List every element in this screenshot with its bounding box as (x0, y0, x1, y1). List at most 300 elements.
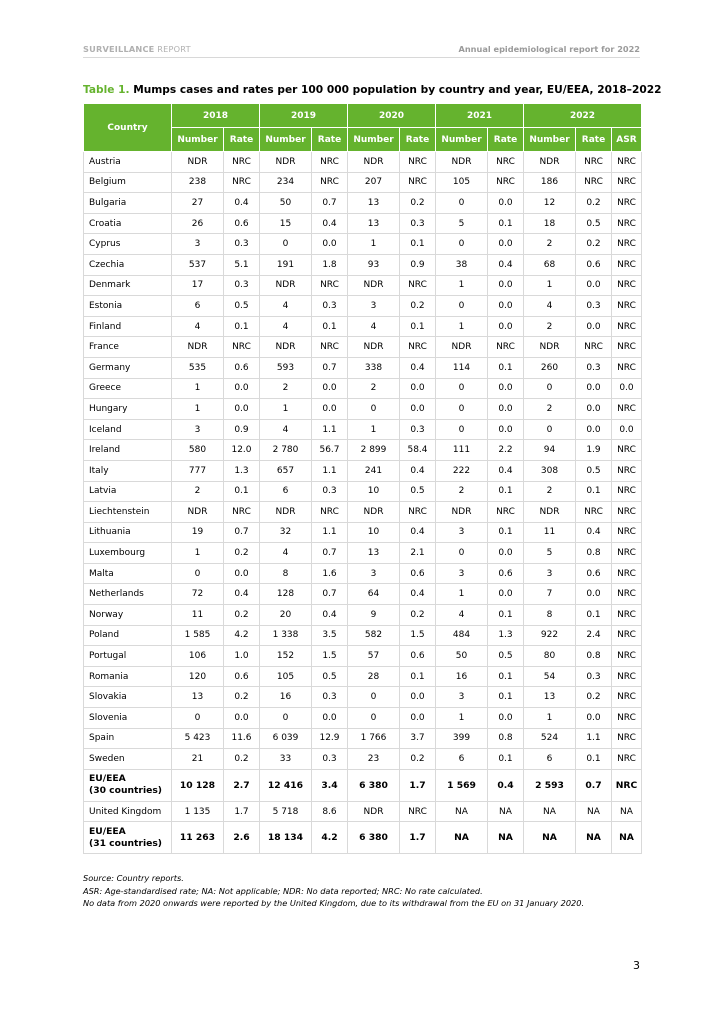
table-cell: 17 (172, 275, 224, 296)
table-cell: 6 (436, 749, 488, 770)
table-cell: 0.1 (576, 749, 612, 770)
table-cell: 0.0 (400, 378, 436, 399)
table-cell: 777 (172, 460, 224, 481)
table-cell: 0.0 (612, 378, 642, 399)
table-cell: 93 (348, 254, 400, 275)
table-cell: NRC (612, 728, 642, 749)
table-cell: 1 (260, 399, 312, 420)
table-cell: 0 (348, 687, 400, 708)
table-cell: NDR (436, 337, 488, 358)
page-number: 3 (633, 959, 640, 972)
table-cell: NDR (524, 502, 576, 523)
table-cell: 1 135 (172, 801, 224, 822)
table-caption (83, 84, 661, 96)
table-cell: 0.7 (576, 769, 612, 801)
table-cell: 18 (524, 213, 576, 234)
year-header: 2018 (172, 104, 260, 128)
table-cell: 0.5 (488, 646, 524, 667)
table-cell: 12.0 (224, 440, 260, 461)
table-row (84, 563, 642, 584)
table-cell: 0.6 (224, 357, 260, 378)
column-header: Rate (312, 128, 348, 152)
country-cell: Liechtenstein (84, 502, 172, 523)
country-cell: Finland (84, 316, 172, 337)
table-row (84, 502, 642, 523)
table-cell: 0.4 (312, 605, 348, 626)
table-cell: NDR (348, 275, 400, 296)
table-cell: 0.2 (400, 749, 436, 770)
table-cell: 50 (436, 646, 488, 667)
table-cell: 0.0 (488, 378, 524, 399)
table-cell: NRC (576, 172, 612, 193)
table-row (84, 440, 642, 461)
table-cell: 2 593 (524, 769, 576, 801)
table-cell: 50 (260, 193, 312, 214)
table-cell: NRC (400, 801, 436, 822)
table-cell: NRC (612, 769, 642, 801)
table-cell: NRC (612, 605, 642, 626)
table-cell: 1.3 (488, 625, 524, 646)
table-cell: 5 (436, 213, 488, 234)
table-cell: 535 (172, 357, 224, 378)
table-cell: 0.8 (488, 728, 524, 749)
table-cell: 4 (436, 605, 488, 626)
table-cell: 1.1 (312, 419, 348, 440)
table-cell: 0.2 (400, 605, 436, 626)
table-row (84, 543, 642, 564)
table-cell: 0.2 (576, 234, 612, 255)
table-cell: 0.2 (224, 605, 260, 626)
report-title: Annual epidemiological report for 2022 (458, 44, 640, 54)
table-cell: 0.3 (400, 419, 436, 440)
table-cell: 21 (172, 749, 224, 770)
table-row (84, 625, 642, 646)
table-cell: 5.1 (224, 254, 260, 275)
table-cell: NRC (612, 522, 642, 543)
table-cell: 3 (436, 563, 488, 584)
table-cell: NDR (260, 502, 312, 523)
table-cell: 4.2 (312, 822, 348, 854)
country-cell: Italy (84, 460, 172, 481)
year-header-row (84, 104, 642, 128)
country-cell: Estonia (84, 296, 172, 317)
table-cell: 0.0 (488, 234, 524, 255)
table-cell: 0.1 (488, 481, 524, 502)
table-cell: 106 (172, 646, 224, 667)
table-cell: NDR (348, 502, 400, 523)
column-header: Number (436, 128, 488, 152)
table-cell: 0.4 (224, 193, 260, 214)
table-cell: 0.0 (224, 708, 260, 729)
table-cell: NRC (488, 152, 524, 173)
table-cell: 1 (524, 708, 576, 729)
table-cell: NRC (612, 646, 642, 667)
country-cell: Portugal (84, 646, 172, 667)
table-cell: 186 (524, 172, 576, 193)
table-cell: 0.5 (576, 213, 612, 234)
table-cell: NRC (612, 481, 642, 502)
table-cell: 0.4 (576, 522, 612, 543)
table-row (84, 275, 642, 296)
table-row (84, 687, 642, 708)
table-cell: 0.0 (312, 234, 348, 255)
table-cell: 1 (436, 275, 488, 296)
table-cell: 1.0 (224, 646, 260, 667)
column-header: ASR (612, 128, 642, 152)
table-cell: 4.2 (224, 625, 260, 646)
table-cell: 105 (436, 172, 488, 193)
table-cell: 38 (436, 254, 488, 275)
table-cell: 2.2 (488, 440, 524, 461)
table-cell: NRC (224, 172, 260, 193)
table-cell: 0.6 (400, 563, 436, 584)
column-header: Rate (576, 128, 612, 152)
table-cell: 2 780 (260, 440, 312, 461)
table-cell: NRC (400, 152, 436, 173)
table-cell: 0.3 (576, 666, 612, 687)
table-cell: NRC (488, 337, 524, 358)
table-cell: 0.4 (224, 584, 260, 605)
table-cell: 0.0 (576, 399, 612, 420)
table-cell: NA (612, 822, 642, 854)
table-row (84, 357, 642, 378)
country-cell: France (84, 337, 172, 358)
table-cell: 15 (260, 213, 312, 234)
table-cell: 0 (436, 296, 488, 317)
table-cell: 16 (260, 687, 312, 708)
table-cell: 11 (524, 522, 576, 543)
table-cell: 1 (436, 584, 488, 605)
table-cell: 6 (260, 481, 312, 502)
table-cell: 1 766 (348, 728, 400, 749)
table-cell: 2 899 (348, 440, 400, 461)
year-header: 2019 (260, 104, 348, 128)
table-cell: 6 039 (260, 728, 312, 749)
table-cell: 582 (348, 625, 400, 646)
table-cell: 8 (260, 563, 312, 584)
table-cell: 12 (524, 193, 576, 214)
table-cell: 6 (172, 296, 224, 317)
table-cell: 0.0 (312, 399, 348, 420)
table-cell: NRC (612, 152, 642, 173)
table-cell: 0 (436, 543, 488, 564)
table-cell: 0.7 (312, 357, 348, 378)
table-cell: 2.4 (576, 625, 612, 646)
country-cell: Czechia (84, 254, 172, 275)
table-row (84, 605, 642, 626)
table-cell: NRC (576, 502, 612, 523)
table-cell: 72 (172, 584, 224, 605)
table-cell: NDR (348, 801, 400, 822)
table-row (84, 749, 642, 770)
table-cell: 8.6 (312, 801, 348, 822)
table-row (84, 801, 642, 822)
table-cell: 11.6 (224, 728, 260, 749)
table-label: Table 1. (83, 84, 130, 96)
table-cell: NRC (612, 584, 642, 605)
table-cell: 105 (260, 666, 312, 687)
table-cell: NDR (172, 337, 224, 358)
table-cell: 0.3 (576, 357, 612, 378)
table-cell: 0.7 (312, 584, 348, 605)
table-cell: 0 (348, 708, 400, 729)
country-cell: Lithuania (84, 522, 172, 543)
table-cell: 3 (172, 419, 224, 440)
table-cell: 308 (524, 460, 576, 481)
table-cell: 524 (524, 728, 576, 749)
table-cell: 1 585 (172, 625, 224, 646)
table-cell: 0.0 (488, 399, 524, 420)
table-cell: 0.4 (400, 522, 436, 543)
table-cell: 0.4 (488, 769, 524, 801)
table-row (84, 399, 642, 420)
table-cell: 0.0 (576, 316, 612, 337)
table-cell: 152 (260, 646, 312, 667)
table-cell: NA (524, 822, 576, 854)
table-cell: 0.1 (488, 213, 524, 234)
table-cell: 58.4 (400, 440, 436, 461)
table-cell: 1.1 (312, 522, 348, 543)
table-cell: NDR (172, 502, 224, 523)
table-cell: 0.0 (400, 708, 436, 729)
table-cell: NDR (348, 337, 400, 358)
table-cell: 0.1 (224, 481, 260, 502)
table-cell: 0 (172, 563, 224, 584)
table-cell: NDR (348, 152, 400, 173)
table-cell: NA (488, 801, 524, 822)
table-cell: 1 (348, 234, 400, 255)
table-cell: 1.1 (312, 460, 348, 481)
table-cell: 0.7 (224, 522, 260, 543)
table-cell: 0.0 (488, 316, 524, 337)
table-cell: NRC (400, 337, 436, 358)
table-cell: NRC (612, 399, 642, 420)
table-cell: NRC (488, 172, 524, 193)
table-cell: 3.7 (400, 728, 436, 749)
table-cell: NRC (488, 502, 524, 523)
table-cell: NRC (612, 625, 642, 646)
table-cell: 2 (524, 316, 576, 337)
header-divider (83, 57, 640, 58)
table-cell: NA (576, 822, 612, 854)
table-cell: NA (436, 801, 488, 822)
table-cell: NRC (312, 152, 348, 173)
table-cell: 580 (172, 440, 224, 461)
table-cell: 0.1 (576, 481, 612, 502)
table-cell: 0.0 (400, 687, 436, 708)
uk-note: No data from 2020 onwards were reported by the United Kingdom, due to its withdrawal from the EU on 31 January 2020. (83, 898, 585, 909)
table-cell: 0.7 (312, 543, 348, 564)
table-cell: NA (524, 801, 576, 822)
table-row (84, 646, 642, 667)
country-cell: Germany (84, 357, 172, 378)
country-cell: Netherlands (84, 584, 172, 605)
table-row (84, 666, 642, 687)
table-cell: 120 (172, 666, 224, 687)
table-cell: NDR (260, 275, 312, 296)
column-header: Number (524, 128, 576, 152)
table-cell: 0.3 (312, 687, 348, 708)
table-cell: 6 380 (348, 822, 400, 854)
table-cell: 0.2 (224, 749, 260, 770)
table-cell: 0 (436, 419, 488, 440)
table-cell: 32 (260, 522, 312, 543)
table-cell: 27 (172, 193, 224, 214)
country-cell: Cyprus (84, 234, 172, 255)
table-cell: NA (488, 822, 524, 854)
table-cell: 0.0 (488, 543, 524, 564)
table-row (84, 584, 642, 605)
table-cell: 0.0 (576, 275, 612, 296)
country-cell: Malta (84, 563, 172, 584)
table-cell: 0 (524, 378, 576, 399)
country-cell: Denmark (84, 275, 172, 296)
table-cell: 0 (348, 399, 400, 420)
table-cell: 0.2 (224, 687, 260, 708)
table-row (84, 172, 642, 193)
total-row (84, 769, 642, 801)
table-cell: 13 (524, 687, 576, 708)
table-title: Mumps cases and rates per 100 000 population by country and year, EU/EEA, 2018–2022 (129, 84, 662, 96)
table-cell: 0.2 (224, 543, 260, 564)
table-cell: 222 (436, 460, 488, 481)
table-cell: 0.1 (488, 357, 524, 378)
table-cell: 1.3 (224, 460, 260, 481)
country-cell: Latvia (84, 481, 172, 502)
table-row (84, 296, 642, 317)
total-label-line2: (30 countries) (89, 785, 162, 797)
table-cell: 0.2 (400, 193, 436, 214)
table-cell: 0.6 (224, 666, 260, 687)
table-cell: 3 (348, 563, 400, 584)
table-cell: 3.5 (312, 625, 348, 646)
table-cell: NA (576, 801, 612, 822)
table-cell: 0.9 (224, 419, 260, 440)
table-cell: 3 (172, 234, 224, 255)
column-header: Number (260, 128, 312, 152)
table-cell: 6 (524, 749, 576, 770)
country-cell: Croatia (84, 213, 172, 234)
table-cell: 0.5 (576, 460, 612, 481)
table-cell: NRC (400, 172, 436, 193)
country-cell: Iceland (84, 419, 172, 440)
table-cell: NRC (312, 502, 348, 523)
table-cell: 0.6 (488, 563, 524, 584)
table-cell: 1 (436, 708, 488, 729)
table-cell: NRC (612, 193, 642, 214)
table-cell: 23 (348, 749, 400, 770)
table-row (84, 708, 642, 729)
country-cell: Spain (84, 728, 172, 749)
table-cell: 0.0 (576, 419, 612, 440)
table-cell: 54 (524, 666, 576, 687)
total-label-line1: EU/EEA (89, 825, 126, 837)
table-cell: 3 (436, 687, 488, 708)
table-cell: 0.3 (312, 749, 348, 770)
table-cell: 1 (348, 419, 400, 440)
table-cell: 13 (348, 193, 400, 214)
table-cell: 111 (436, 440, 488, 461)
table-cell: NDR (260, 152, 312, 173)
table-cell: 20 (260, 605, 312, 626)
table-cell: 3 (524, 563, 576, 584)
table-cell: NDR (436, 152, 488, 173)
table-cell: NRC (612, 502, 642, 523)
table-cell: 0.1 (488, 605, 524, 626)
table-cell: 0.5 (400, 481, 436, 502)
table-cell: 4 (260, 316, 312, 337)
table-cell: 0.1 (488, 749, 524, 770)
country-cell: Hungary (84, 399, 172, 420)
table-cell: 19 (172, 522, 224, 543)
table-cell: 3.4 (312, 769, 348, 801)
table-cell: NDR (436, 502, 488, 523)
table-cell: 0.0 (488, 296, 524, 317)
table-cell: 0.4 (488, 460, 524, 481)
table-cell: 0.4 (488, 254, 524, 275)
table-row (84, 213, 642, 234)
table-cell: NRC (612, 337, 642, 358)
table-cell: 0.5 (224, 296, 260, 317)
table-cell: 241 (348, 460, 400, 481)
table-cell: 2.1 (400, 543, 436, 564)
table-cell: 0.0 (488, 275, 524, 296)
table-cell: 8 (524, 605, 576, 626)
table-cell: 0.1 (400, 316, 436, 337)
table-cell: 0.7 (312, 193, 348, 214)
total-label-cell (84, 822, 172, 854)
total-label-line2: (31 countries) (89, 837, 162, 849)
country-cell: Bulgaria (84, 193, 172, 214)
table-cell: 4 (524, 296, 576, 317)
table-cell: 1 (172, 378, 224, 399)
abbreviations-note: ASR: Age-standardised rate; NA: Not applicable; NDR: No data reported; NRC: No rate calculated. (83, 885, 483, 896)
total-label-cell (84, 769, 172, 801)
table-cell: 1.7 (400, 822, 436, 854)
table-cell: 2 (524, 481, 576, 502)
table-cell: 234 (260, 172, 312, 193)
table-row (84, 460, 642, 481)
table-cell: 0.0 (312, 378, 348, 399)
table-cell: 657 (260, 460, 312, 481)
source-note: Source: Country reports. (83, 873, 184, 883)
table-cell: 0.1 (400, 666, 436, 687)
table-cell: 0.1 (488, 687, 524, 708)
table-cell: NRC (224, 502, 260, 523)
table-cell: NRC (612, 213, 642, 234)
table-cell: 0.3 (312, 296, 348, 317)
table-cell: 0.4 (312, 213, 348, 234)
table-cell: 4 (260, 296, 312, 317)
table-cell: 537 (172, 254, 224, 275)
table-cell: 16 (436, 666, 488, 687)
table-body (84, 152, 642, 854)
table-cell: 1 (172, 543, 224, 564)
table-cell: 0.4 (400, 357, 436, 378)
table-cell: 238 (172, 172, 224, 193)
table-cell: 56.7 (312, 440, 348, 461)
table-cell: 6 380 (348, 769, 400, 801)
table-cell: 2 (524, 399, 576, 420)
table-cell: 0.0 (312, 708, 348, 729)
year-header: 2021 (436, 104, 524, 128)
table-cell: NRC (612, 357, 642, 378)
country-cell: Austria (84, 152, 172, 173)
table-cell: 4 (172, 316, 224, 337)
table-cell: 5 718 (260, 801, 312, 822)
table-cell: 484 (436, 625, 488, 646)
table-row (84, 337, 642, 358)
